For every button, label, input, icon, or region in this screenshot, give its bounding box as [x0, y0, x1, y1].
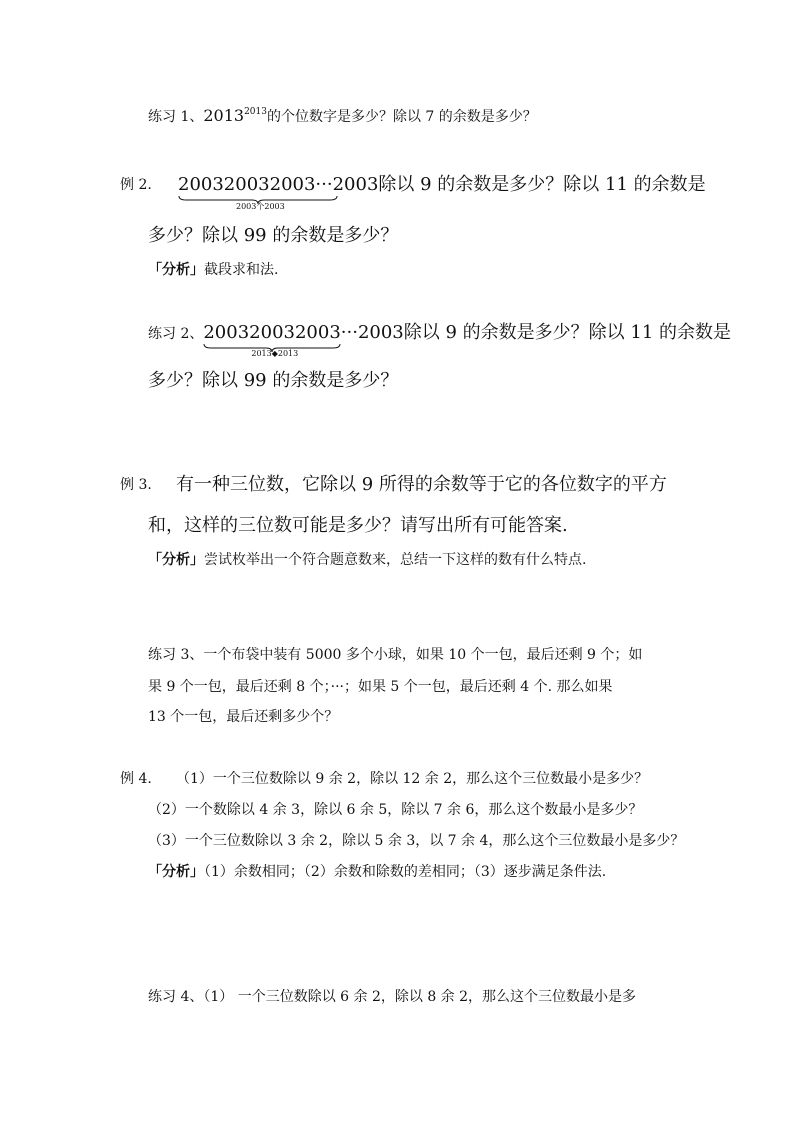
example-3-analysis	[148, 549, 586, 569]
example-3-line2: 和，这样的三位数可能是多少？请写出所有可能答案.	[148, 515, 568, 536]
practice-2-text-line1: 除以 9 的余数是多少？除以 11 的余数是	[403, 322, 732, 343]
example-2-line2: 多少？除以 99 的余数是多少？	[148, 225, 399, 246]
practice-2-number-text: 200320032003···2003	[203, 322, 404, 343]
practice-3-line3: 13 个一包，最后还剩多少个？	[148, 709, 339, 725]
practice-1-exponent: 2013	[244, 107, 267, 117]
example-4-q1: （1）一个三位数除以 9 余 2，除以 12 余 2，那么这个三位数最小是多少？	[176, 771, 649, 787]
practice-2-line2: 多少？除以 99 的余数是多少？	[148, 370, 399, 391]
example-2-text-line1: 除以 9 的余数是多少？除以 11 的余数是	[378, 174, 706, 195]
practice-2-number	[203, 322, 404, 358]
practice-4-line1: 练习 4、（1） 一个三位数除以 6 余 2，除以 8 余 2，那么这个三位数最小是多	[148, 989, 637, 1005]
analysis-tag: 「分析」	[148, 552, 204, 568]
example-2-label: 例 2.	[120, 177, 152, 193]
example-2-line1	[178, 170, 706, 211]
analysis-tag: 「分析」	[148, 262, 204, 278]
analysis-text: 尝试枚举出一个符合题意数来，总结一下这样的数有什么特点.	[204, 552, 587, 568]
analysis-text: （1）余数相同；（2）余数和除数的差相同；（3）逐步满足条件法.	[204, 864, 607, 880]
example-2-analysis	[148, 259, 278, 279]
practice-2-label: 练习 2、	[148, 326, 204, 342]
example-4-q3: （3）一个三位数除以 3 余 2，除以 5 余 3，以 7 余 4，那么这个三位数最小是多少？	[148, 833, 685, 849]
example-4-q2: （2）一个数除以 4 余 3，除以 6 余 5，除以 7 余 6，那么这个数最小是多少？	[148, 802, 643, 818]
example-3-label: 例 3.	[120, 477, 152, 493]
practice-1-base: 2013	[203, 106, 245, 125]
example-4-label: 例 4.	[120, 771, 152, 787]
example-2-brace-label: 2003个2003	[236, 202, 285, 211]
analysis-tag: 「分析」	[148, 864, 204, 880]
practice-3-line1: 练习 3、一个布袋中装有 5000 多个小球，如果 10 个一包，最后还剩 9 个；如	[148, 647, 643, 663]
practice-1-label: 练习 1、	[148, 109, 204, 125]
example-4-analysis	[148, 861, 606, 881]
practice-1-text: 的个位数字是多少？除以 7 的余数是多少？	[266, 109, 537, 125]
practice-3-line2: 果 9 个一包，最后还剩 8 个；···；如果 5 个一包，最后还剩 4 个. 那么如果	[148, 679, 613, 695]
example-2-number-text: 200320032003···2003	[178, 174, 379, 195]
practice-2-brace-label: 2013◆2013	[251, 349, 299, 358]
practice-1	[148, 106, 537, 126]
example-3-line1: 有一种三位数，它除以 9 所得的余数等于它的各位数字的平方	[176, 474, 667, 495]
practice-2-line1	[148, 318, 732, 358]
analysis-text: 截段求和法.	[204, 262, 279, 278]
example-2-number	[178, 174, 379, 211]
